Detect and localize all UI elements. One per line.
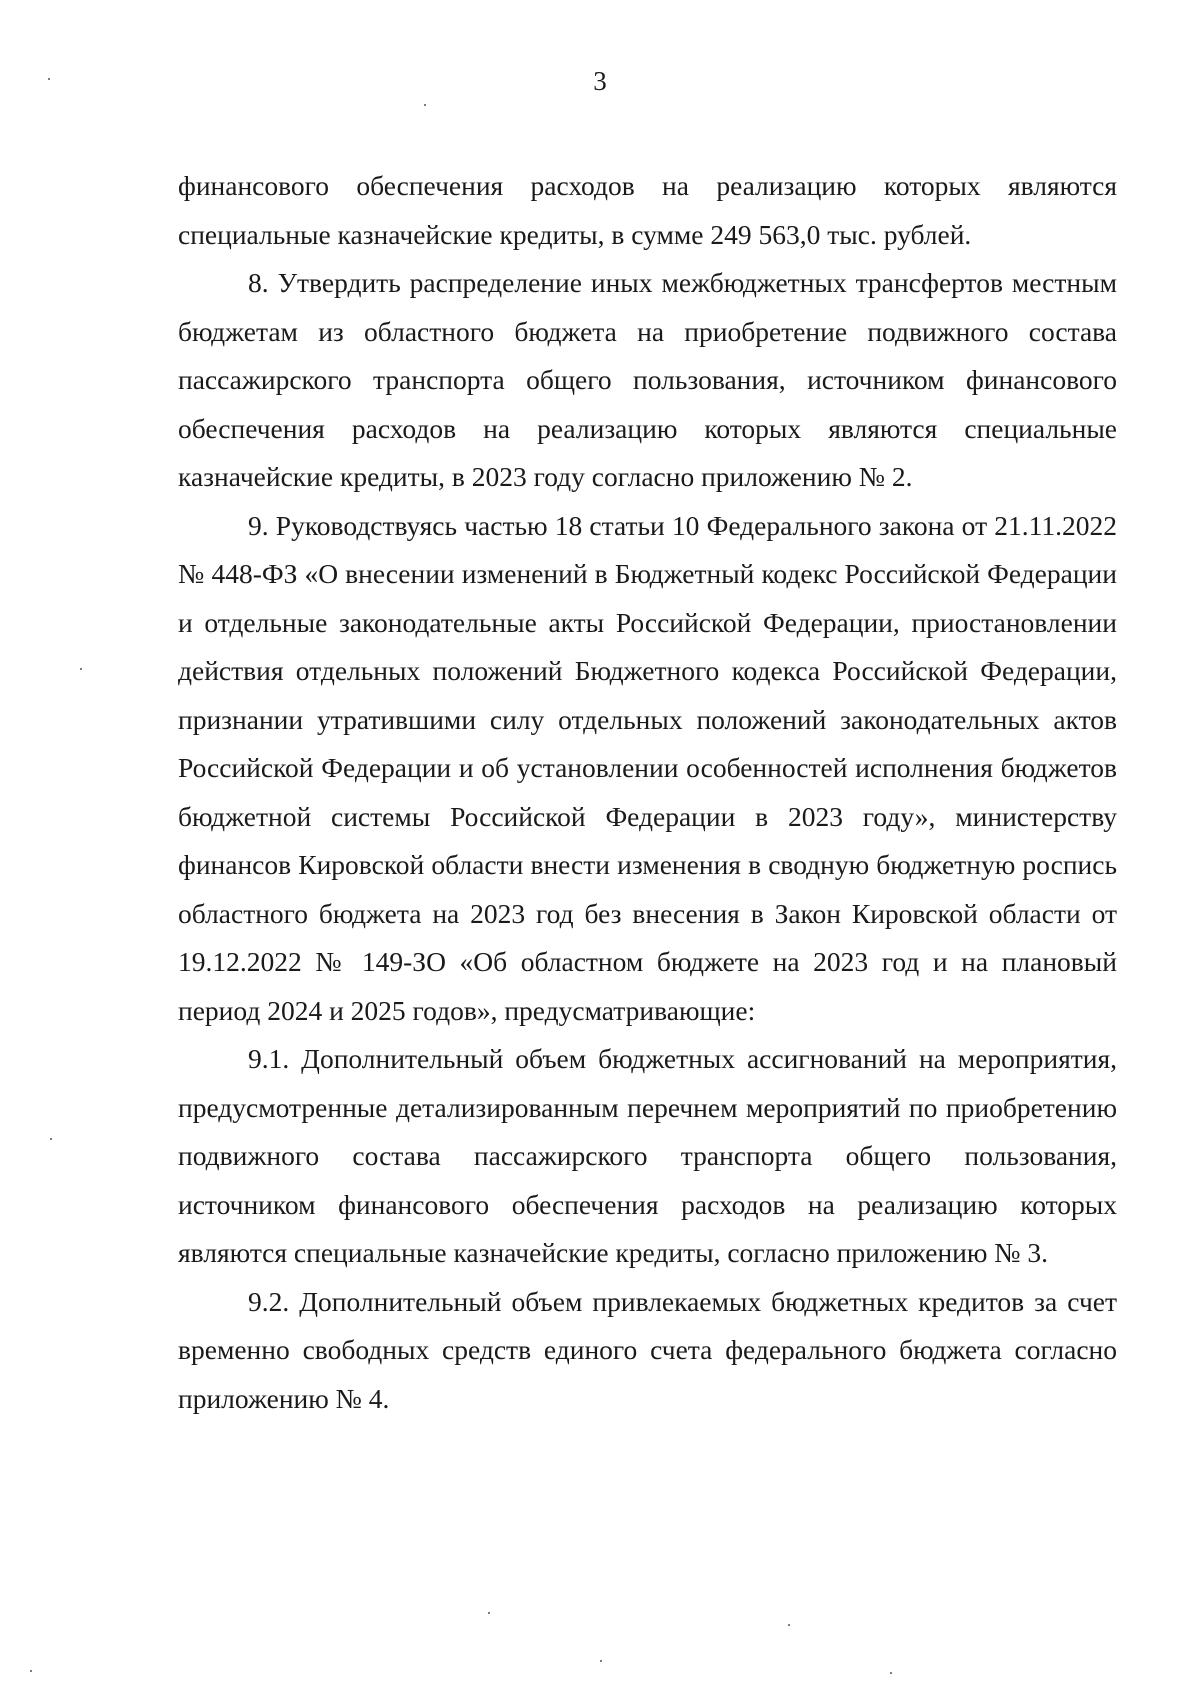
document-body <box>178 162 1117 1423</box>
scan-speck <box>488 1612 490 1614</box>
scan-speck <box>424 104 426 106</box>
scan-speck <box>50 1138 52 1140</box>
scan-speck <box>890 1672 892 1674</box>
scan-speck <box>788 1624 790 1626</box>
paragraph-continuation: финансового обеспечения расходов на реализацию которых являются специальные казначейские кредиты, в сумме 249 563,0 тыс. рублей. <box>178 170 1117 250</box>
scan-speck <box>30 1670 32 1672</box>
paragraph-item-9-2: 9.2. Дополнительный объем привлекаемых бюджетных кредитов за счет временно свободных средств единого счета федерального бюджета согласно приложению № 4. <box>178 1285 1117 1414</box>
scan-speck <box>80 668 82 670</box>
page-number: 3 <box>593 66 607 96</box>
scan-speck <box>600 1660 602 1662</box>
scan-speck <box>48 78 50 80</box>
paragraph-item-8: 8. Утвердить распределение иных межбюджетных трансфертов местным бюджетам из областного бюджета на приобретение подвижного состава пассажирского транспорта общего пользования, источником финансового обеспечения расходов на реализацию которых являются специальные казначейские кредиты, в 2023 году согласно приложению № 2. <box>178 267 1117 492</box>
paragraph-item-9: 9. Руководствуясь частью 18 статьи 10 Федерального закона от 21.11.2022 № 448-ФЗ «О внесении изменений в Бюджетный кодекс Российской Федерации и отдельные законодательные акты Российской Федерации, приостановлении действия отдельных положений Бюджетного кодекса Российской Федерации, признании утратившими силу отдельных положений законодательных актов Российской Федерации и об установлении особенностей исполнения бюджетов бюджетной системы Российской Федерации в 2023 году», министерству финансов Кировской области внести изменения в сводную бюджетную роспись областного бюджета на 2023 год без внесения в Закон Кировской области от 19.12.2022 № 149-ЗО «Об областном бюджете на 2023 год и на плановый период 2024 и 2025 годов», предусматривающие: <box>178 509 1117 1026</box>
paragraph-item-9-1: 9.1. Дополнительный объем бюджетных ассигнований на мероприятия, предусмотренные детализированным перечнем мероприятий по приобретению подвижного состава пассажирского транспорта общего пользования, источником финансового обеспечения расходов на реализацию которых являются специальные казначейские кредиты, согласно приложению № 3. <box>178 1043 1117 1268</box>
